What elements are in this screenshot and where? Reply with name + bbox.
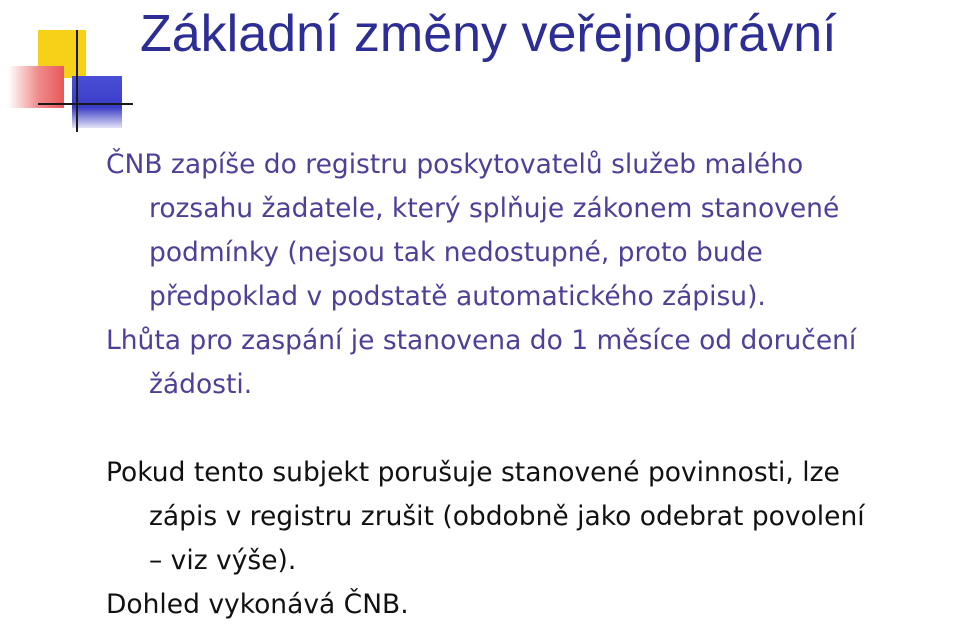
slide-content	[106, 143, 946, 627]
logo-horizontal-line	[38, 103, 133, 105]
paragraph-revocation	[106, 451, 946, 583]
paragraph-line: rozsahu žadatele, který splňuje zákonem stanovené	[149, 193, 840, 224]
paragraph-spacer	[106, 407, 946, 451]
slide-title: Základní změny veřejnoprávní	[140, 5, 837, 63]
paragraph-line: Dohled vykonává ČNB.	[106, 589, 409, 620]
paragraph-line: – viz výše).	[149, 545, 297, 576]
paragraph-line: Lhůta pro zaspání je stanovena do 1 měsíce od doručení	[106, 325, 857, 356]
paragraph-registration	[106, 143, 946, 319]
paragraph-line: podmínky (nejsou tak nedostupné, proto bude	[149, 237, 763, 268]
logo-blue-square	[72, 76, 122, 128]
paragraph-line: zápis v registru zrušit (obdobně jako odebrat povolení	[149, 501, 865, 532]
paragraph-line: ČNB zapíše do registru poskytovatelů služeb malého	[106, 149, 804, 180]
paragraph-line: žádosti.	[149, 369, 253, 400]
logo-vertical-line	[76, 30, 78, 132]
paragraph-line: Pokud tento subjekt porušuje stanovené povinnosti, lze	[106, 457, 840, 488]
paragraph-line: předpoklad v podstatě automatického zápisu).	[149, 281, 766, 312]
corner-logo-graphic	[0, 0, 140, 140]
paragraph-supervision	[106, 583, 946, 627]
paragraph-deadline	[106, 319, 946, 407]
logo-red-square	[8, 66, 64, 108]
